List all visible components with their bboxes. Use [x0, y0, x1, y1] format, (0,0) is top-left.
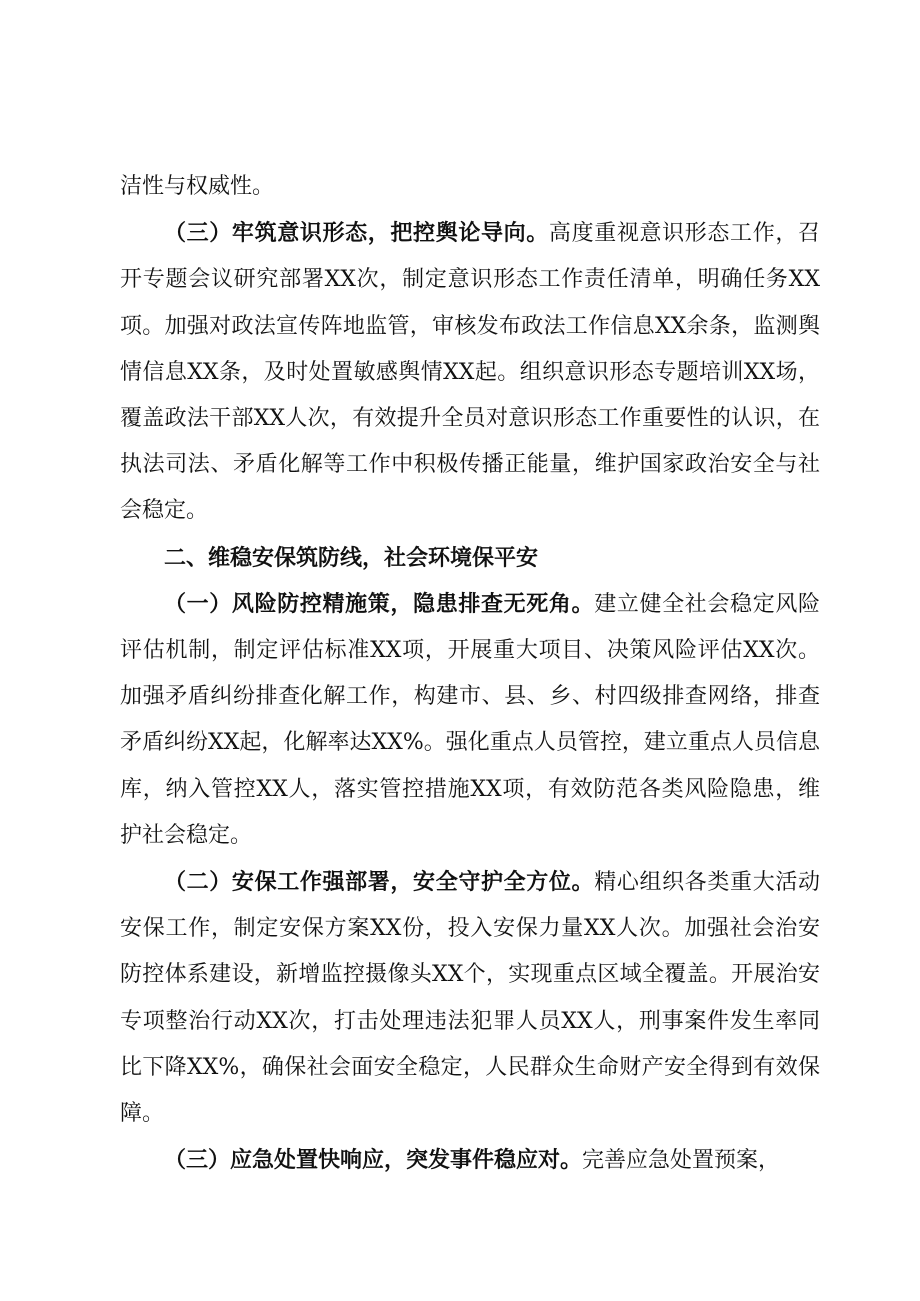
paragraph-text: 完善应急处置预案，	[582, 1148, 781, 1174]
paragraph-lead: （三）应急处置快响应，突发事件稳应对。	[164, 1147, 583, 1174]
paragraph-security	[120, 859, 820, 1137]
paragraph-lead: （二）安保工作强部署，安全守护全方位。	[164, 869, 595, 896]
section-heading	[120, 535, 820, 581]
section-heading-text: 二、维稳安保筑防线，社会环境保平安	[164, 544, 539, 571]
paragraph-emergency	[120, 1137, 820, 1184]
paragraph-text: 洁性与权威性。	[120, 174, 275, 199]
paragraph-risk-control	[120, 581, 820, 859]
paragraph-text: 高度重视意识形态工作，召开专题会议研究部署XX次，制定意识形态工作责任清单，明确任务XX项。加强对政法宣传阵地监管，审核发布政法工作信息XX余条，监测舆情信息XX条，及时处置敏感舆情XX起。组织意识形态专题培训XX场，覆盖政法干部XX人次，有效提升全员对意识形态工作重要性的认识，在执法司法、矛盾化解等工作中积极传播正能量，维护国家政治安全与社会稳定。	[120, 221, 820, 524]
paragraph-lead: （三）牢筑意识形态，把控舆论导向。	[164, 220, 549, 247]
paragraph-continuation	[120, 164, 820, 210]
paragraph-lead: （一）风险防控精施策，隐患排查无死角。	[164, 590, 595, 617]
paragraph-ideology	[120, 210, 820, 534]
paragraph-text: 精心组织各类重大活动安保工作，制定安保方案XX份，投入安保力量XX人次。加强社会治安防控体系建设，新增监控摄像头XX个，实现重点区域全覆盖。开展治安专项整治行动XX次，打击处理违法犯罪人员XX人，刑事案件发生率同比下降XX%，确保社会面安全稳定，人民群众生命财产安全得到有效保障。	[120, 870, 820, 1127]
document-body	[120, 164, 820, 1184]
paragraph-text: 建立健全社会稳定风险评估机制，制定评估标准XX项，开展重大项目、决策风险评估XX次。加强矛盾纠纷排查化解工作，构建市、县、乡、村四级排查网络，排查矛盾纠纷XX起，化解率达XX%。强化重点人员管控，建立重点人员信息库，纳入管控XX人，落实管控措施XX项，有效防范各类风险隐患，维护社会稳定。	[120, 591, 820, 848]
